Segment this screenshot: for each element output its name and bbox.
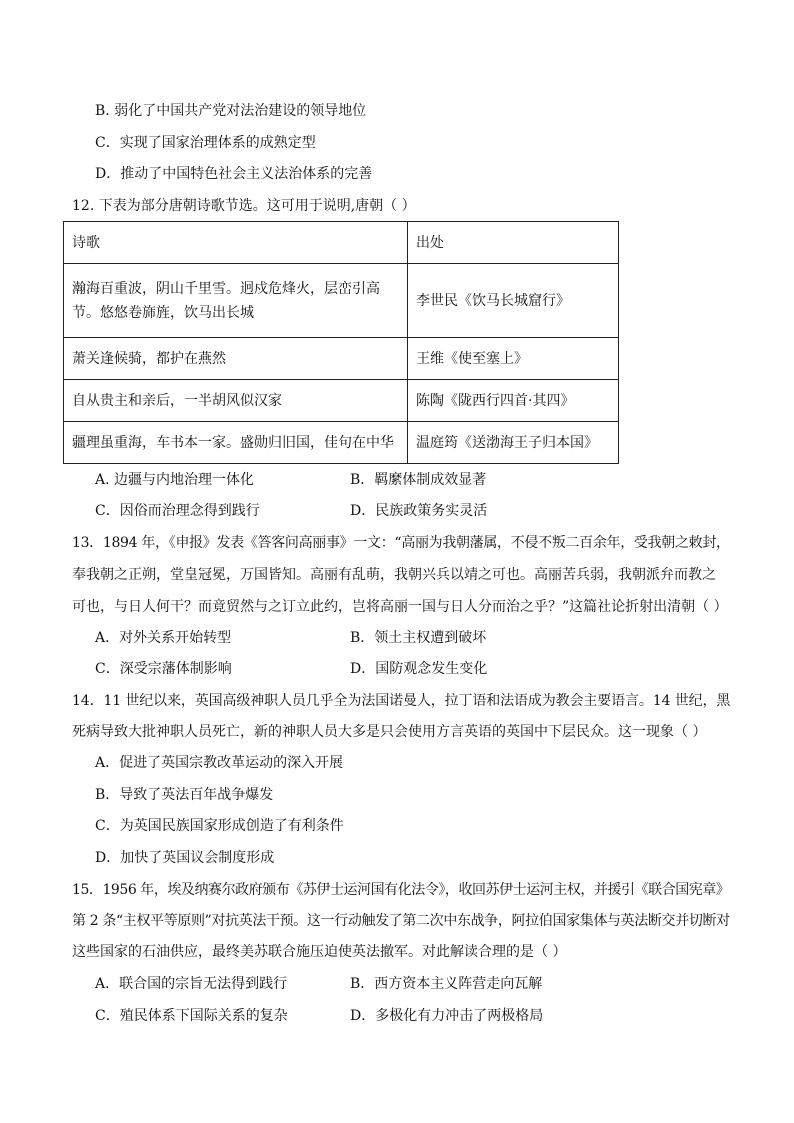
q14-option-a: A．促进了英国宗教改革运动的深入开展 (95, 755, 344, 771)
q11-option-c: C．实现了国家治理体系的成熟定型 (95, 135, 316, 151)
table-header-poem: 诗歌 (64, 222, 408, 264)
q13-option-a: A．对外关系开始转型 (95, 630, 232, 646)
q13-stem-line-2: 奉我朝之正朔，堂皇冠冕，万国皆知。高丽有乱萌，我朝兴兵以靖之可也。高丽苦兵弱，我朝派弁而教之 (72, 567, 716, 583)
q12-option-b: B．羁縻体制成效显著 (350, 472, 487, 488)
table-row (64, 422, 619, 464)
table-header-row (64, 222, 619, 264)
q12-option-c: C．因俗而治理念得到践行 (95, 503, 260, 519)
table-cell-poem: 瀚海百重波，阴山千里雪。迥戍危烽火，层峦引高节。悠悠卷旆旌，饮马出长城 (64, 264, 408, 338)
q15-option-a: A．联合国的宗旨无法得到践行 (95, 976, 288, 992)
table-cell-source: 温庭筠《送渤海王子归本国》 (408, 422, 619, 464)
q13-option-d: D．国防观念发生变化 (350, 661, 488, 677)
q14-stem-line-2: 死病导致大批神职人员死亡，新的神职人员大多是只会使用方言英语的英国中下层民众。这一现象（ ） (72, 724, 707, 740)
q15-option-d: D．多极化有力冲击了两极格局 (350, 1008, 544, 1024)
q13-stem-line-1: 13．1894 年，《申报》发表《答客问高丽事》一文：“高丽为我朝藩属，不侵不叛二百余年，受我朝之敕封， (72, 535, 730, 551)
q12-option-a: A. 边疆与内地治理一体化 (95, 472, 255, 488)
table-cell-poem: 自从贵主和亲后，一半胡风似汉家 (64, 380, 408, 422)
q13-option-b: B．领土主权遭到破坏 (350, 630, 487, 646)
q14-option-b: B．导致了英法百年战争爆发 (95, 787, 274, 803)
q15-option-c: C．殖民体系下国际关系的复杂 (95, 1008, 288, 1024)
table-row (64, 380, 619, 422)
q15-option-b: B．西方资本主义阵营走向瓦解 (350, 976, 543, 992)
q15-stem-line-2: 第 2 条“主权平等原则”对抗英法干预。这一行动触发了第二次中东战争，阿拉伯国家集体与英法断交并切断对 (72, 913, 730, 929)
q15-stem-line-1: 15．1956 年，埃及纳赛尔政府颁布《苏伊士运河国有化法令》，收回苏伊士运河主权，并援引《联合国宪章》 (72, 882, 730, 898)
poem-table (63, 221, 619, 464)
table-header-source: 出处 (408, 222, 619, 264)
q14-option-d: D．加快了英国议会制度形成 (95, 850, 275, 866)
table-cell-poem: 萧关逢候骑，都护在燕然 (64, 338, 408, 380)
q11-option-d: D．推动了中国特色社会主义法治体系的完善 (95, 166, 373, 182)
table-row (64, 264, 619, 338)
q15-stem-line-3: 这些国家的石油供应，最终美苏联合施压迫使英法撤军。对此解读合理的是（ ） (72, 944, 567, 960)
table-row (64, 338, 619, 380)
table-cell-source: 陈陶《陇西行四首·其四》 (408, 380, 619, 422)
q12-stem: 12. 下表为部分唐朝诗歌节选。这可用于说明,唐朝（ ） (72, 198, 416, 214)
table-cell-source: 李世民《饮马长城窟行》 (408, 264, 619, 338)
q14-stem-line-1: 14．11 世纪以来，英国高级神职人员几乎全为法国诺曼人，拉丁语和法语成为教会主要语言。14 世纪，黑 (72, 693, 731, 709)
q11-option-b: B. 弱化了中国共产党对法治建设的领导地位 (95, 103, 367, 119)
q12-option-d: D．民族政策务实灵活 (350, 503, 488, 519)
q13-option-c: C．深受宗藩体制影响 (95, 661, 232, 677)
q14-option-c: C．为英国民族国家形成创造了有利条件 (95, 818, 344, 834)
table-cell-source: 王维《使至塞上》 (408, 338, 619, 380)
q13-stem-line-3: 可也，与日人何干？而竟贸然与之订立此约，岂将高丽一国与日人分而治之乎？”这篇社论折射出清朝（ ） (72, 599, 728, 615)
table-cell-poem: 疆理虽重海，车书本一家。盛勋归旧国，佳句在中华 (64, 422, 408, 464)
